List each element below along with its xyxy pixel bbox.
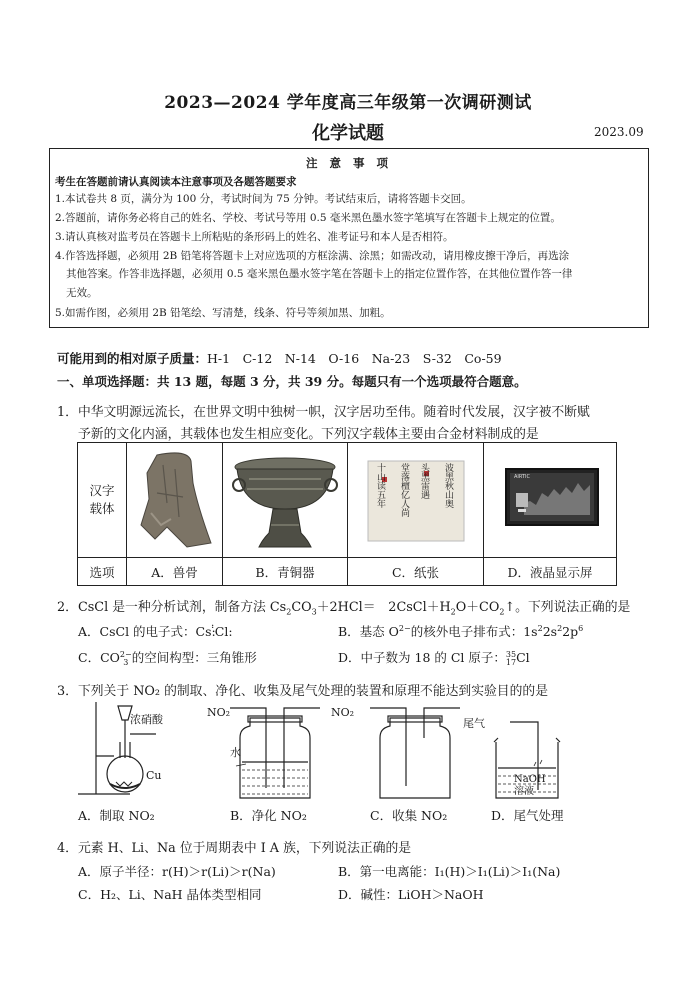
q1-stem-line2: 予新的文化内涵，其载体也发生相应变化。下列汉字载体主要由合金材料制成的是 (78, 427, 539, 442)
electron-dots-icon: : (228, 624, 233, 639)
q2-option-a-tail: Cl (214, 624, 229, 639)
q4-option-c: C．H₂、Li、NaH 晶体类型相同 (78, 887, 262, 902)
exam-date: 2023.09 (594, 125, 644, 139)
row-label-line: 载体 (89, 501, 115, 516)
q2-stem-part: 2．CsCl 是一种分析试剂，制备方法 Cs (57, 600, 287, 615)
nuclide-notation: 35 17 (505, 649, 517, 667)
q2-stem-part: O＋CO (455, 600, 500, 615)
notice-item: 5.如需作图，必须用 2B 铅笔绘、写清楚，线条、符号等须加黑、加粗。 (55, 307, 391, 319)
q2-option-b: B．基态 $O^{2-}$的核外电子排布式：$1s^22s^22p^6$ (338, 623, 584, 639)
q2-stem-part: ＋2HCl＝ 2CsCl＋H (316, 600, 451, 615)
notice-heading: 注 意 事 项 (305, 156, 392, 170)
q2-stem: 2．CsCl 是一种分析试剂，制备方法 $Cs_2CO_3+2HCl=$ $2CsCl+H_2O+CO_2↑$。下列说法正确的是 (57, 600, 631, 617)
q1-stem-line1: 1．中华文明源远流长，在世界文明中独树一帜，汉字居功至伟。随着时代发展，汉字被不断赋 (57, 405, 590, 420)
atomic-masses-label: 可能用到的相对原子质量： (57, 351, 208, 366)
q1-options-label: 选项 (78, 558, 127, 586)
q2-option-c-text: C．CO (78, 650, 120, 665)
label-no2-c: NO₂ (331, 706, 355, 719)
q2-option-b-text: B．基态 O (338, 624, 399, 639)
q1-table (77, 442, 617, 586)
notice-lead: 考生在答题前请认真阅读本注意事项及各题答题要求 (55, 176, 297, 188)
q1-img-bronze (223, 443, 348, 558)
lcd-screen-image (484, 443, 616, 557)
label-naoh-line: NaOH (514, 774, 546, 785)
q2-stem-part: CO (291, 600, 312, 615)
q3-caption-a: A．制取 NO₂ (78, 808, 155, 823)
notice-item: 4.作答选择题，必须用 2B 铅笔将答题卡上对应选项的方框涂满、涂黑；如需改动，请用橡皮擦干净后，再选涂 (55, 250, 570, 262)
q1-option-c: C．纸张 (348, 558, 484, 586)
notice-item: 3.请认真核对监考员在答题卡上所粘贴的条形码上的姓名、准考证号和本人是否相符。 (55, 231, 454, 243)
q4-option-d: D．碱性：LiOH＞NaOH (338, 887, 484, 902)
label-conc-nitric-acid: 浓硝酸 (130, 713, 163, 726)
electron-dots-icon: :̇̇ (211, 624, 215, 639)
q1-option-d: D．液晶显示屏 (484, 558, 617, 586)
row-label-line: 汉字 (89, 483, 115, 498)
exam-title: 2023—2024 学年度高三年级第一次调研测试 (164, 93, 532, 113)
screen-label: AIRTIC (514, 474, 531, 480)
q3-caption-b: B．净化 NO₂ (230, 808, 307, 823)
q2-option-d-text: D．中子数为 18 的 Cl 原子： (338, 650, 506, 665)
apparatus-c (370, 708, 460, 798)
section-heading: 一、单项选择题：共 13 题，每题 3 分，共 39 分。每题只有一个选项最符合题意。 (57, 374, 527, 389)
label-copper: Cu (146, 769, 162, 782)
q2-option-b-text: 的核外电子排布式：1s (410, 624, 538, 639)
q2-option-a (78, 622, 233, 640)
q3-stem: 3．下列关于 NO₂ 的制取、净化、收集及尾气处理的装置和原理不能达到实验目的的是 (57, 684, 548, 699)
notice-item: 无效。 (66, 287, 98, 299)
label-naoh (514, 774, 546, 798)
notice-item: 1.本试卷共 8 页，满分为 100 分，考试时间为 75 分钟。考试结束后，请将答题卡交回。 (55, 193, 472, 205)
q1-img-paper (348, 443, 484, 558)
q2-stem-part: ↑。下列说法正确的是 (504, 600, 631, 615)
calligraphy-col: 堂落檀亿人尚 (399, 463, 409, 517)
bronze-vessel-image (223, 443, 347, 557)
q1-option-b: B．青铜器 (223, 558, 348, 586)
q1-img-lcd (484, 443, 617, 558)
notice-item: 2.答题前，请你务必将自己的姓名、学校、考试号等用 0.5 毫米黑色墨水签字笔填写在答题卡上规定的位置。 (55, 212, 561, 224)
label-tail-gas: 尾气 (463, 717, 485, 730)
q3-caption-d: D．尾气处理 (491, 808, 564, 823)
q4-option-b: B．第一电离能：I₁(H)＞I₁(Li)＞I₁(Na) (338, 864, 561, 879)
q2-option-d (338, 648, 530, 667)
q2-option-a-text: A．CsCl 的电子式：Cs (78, 624, 212, 639)
exam-subject: 化学试题 (312, 123, 384, 144)
calligraphy-col: 十山读五年 (375, 463, 385, 508)
carbonate-charge: 2− 3 (119, 649, 132, 667)
q4-option-a: A．原子半径：r(H)＞r(Li)＞r(Na) (78, 864, 276, 879)
calligraphy-col: 波黑秋山奥 (443, 463, 453, 508)
q4-stem: 4．元素 H、Li、Na 位于周期表中 I A 族，下列说法正确的是 (57, 841, 412, 856)
q2-option-c (78, 648, 257, 667)
q1-img-bone (127, 443, 223, 558)
calligraphy-col: 头黑雷遇 (419, 463, 429, 499)
notice-item: 其他答案。作答非选择题，必须用 0.5 毫米黑色墨水签字笔在答题卡上的指定位置作答，在其他位置作答一律 (66, 268, 573, 280)
q2-option-b-text: 2s (542, 624, 558, 639)
atomic-masses-values: H-1 C-12 N-14 O-16 Na-23 S-32 Co-59 (207, 351, 502, 366)
atomic-masses (57, 349, 502, 367)
apparatus-b (230, 708, 320, 798)
label-no2-b: NO₂ (207, 706, 231, 719)
q1-row-label (78, 443, 127, 558)
q2-option-c-text: 的空间构型：三角锥形 (131, 650, 257, 665)
notice-box (49, 148, 649, 328)
q1-option-a: A．兽骨 (127, 558, 223, 586)
q2-option-d-text: Cl (516, 650, 530, 665)
label-water: 水 (230, 746, 241, 759)
q2-option-b-text: 2p (562, 624, 579, 639)
label-naoh-line: 溶液 (514, 786, 534, 797)
calligraphy-paper-image (348, 443, 483, 557)
q3-caption-c: C．收集 NO₂ (370, 808, 448, 823)
oracle-bone-image (127, 443, 222, 557)
